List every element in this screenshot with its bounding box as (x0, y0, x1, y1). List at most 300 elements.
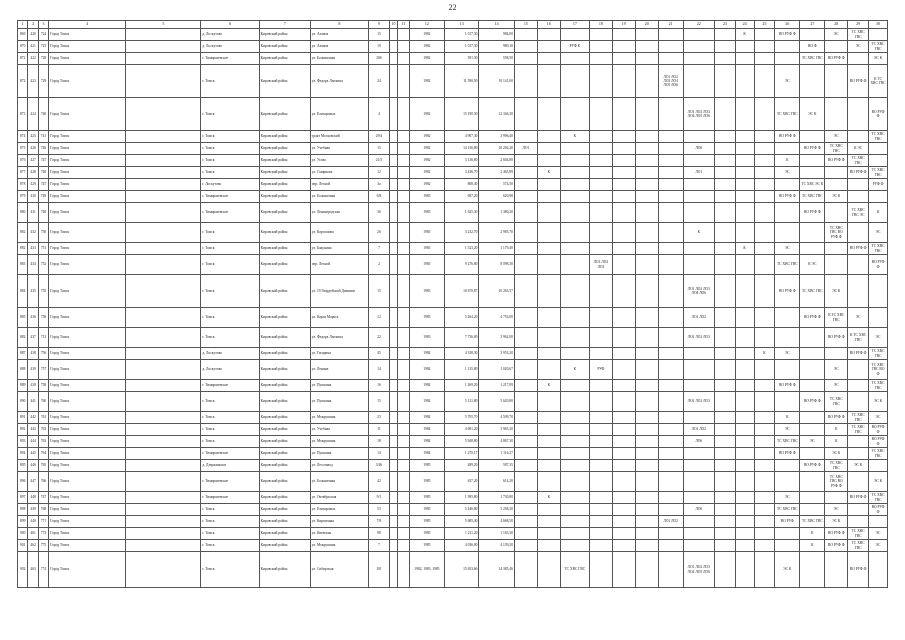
table-cell: 14 385,46 (479, 552, 514, 588)
table-cell (389, 203, 397, 223)
table-cell (754, 53, 775, 65)
table-cell: 435 (28, 275, 38, 308)
table-cell: г. Тимирязевское (201, 53, 259, 65)
table-cell (754, 191, 775, 203)
table-cell: 15 653,66 (445, 552, 479, 588)
table-cell (635, 41, 658, 53)
table-cell: К ЭС (848, 143, 869, 155)
table-row (18, 155, 888, 167)
column-number-16: 16 (537, 21, 560, 29)
table-cell: г. Томск (201, 308, 259, 328)
table-cell (560, 191, 589, 203)
table-cell: 747 (38, 179, 48, 191)
table-cell (612, 167, 635, 179)
table-cell (612, 540, 635, 552)
table-cell: 8 098,30 (479, 255, 514, 275)
table-cell: К (735, 243, 754, 255)
table-cell: 3 962,00 (479, 328, 514, 348)
table-cell (389, 53, 397, 65)
table-cell: пер. Лесной (310, 255, 368, 275)
table-cell (775, 472, 800, 492)
table-cell (800, 29, 825, 41)
table-cell (398, 460, 409, 472)
table-cell (589, 308, 612, 328)
table-cell (714, 412, 735, 424)
column-number-30: 30 (869, 21, 888, 29)
table-cell: ВО РУФ Ф (825, 53, 848, 65)
table-cell: 420 (28, 29, 38, 41)
table-cell: Город Томск (49, 328, 126, 348)
table-cell: ВО РУФ Ф (800, 203, 825, 223)
table-cell (683, 460, 714, 472)
table-cell: Кировский район (259, 143, 310, 155)
table-cell (658, 143, 683, 155)
table-cell (683, 528, 714, 540)
table-cell (658, 131, 683, 143)
table-row (18, 392, 888, 412)
table-cell: 882 (18, 243, 28, 255)
table-cell: 445 (28, 448, 38, 460)
table-cell: ЛО6 (683, 504, 714, 516)
table-cell (800, 448, 825, 460)
table-cell (869, 143, 888, 155)
table-cell (754, 472, 775, 492)
table-cell (126, 392, 201, 412)
table-cell (754, 255, 775, 275)
table-cell (735, 131, 754, 143)
table-cell: 426 (28, 143, 38, 155)
table-cell (589, 424, 612, 436)
table-cell: Кировский район (259, 436, 310, 448)
table-cell: ЭС (775, 348, 800, 360)
table-cell: Город Томск (49, 155, 126, 167)
table-cell (398, 424, 409, 436)
table-cell: 1982 (409, 29, 444, 41)
table-cell (389, 472, 397, 492)
table-cell (735, 448, 754, 460)
table-cell (537, 392, 560, 412)
table-cell (514, 131, 537, 143)
table-cell: ТС ХВС ЭС К (800, 179, 825, 191)
table-cell: 1984 (409, 424, 444, 436)
table-cell: г. Тимирязевское (201, 191, 259, 203)
table-cell (589, 472, 612, 492)
table-cell: ВО РУФ Ф (825, 540, 848, 552)
table-cell (389, 29, 397, 41)
table-cell (514, 436, 537, 448)
table-cell (869, 191, 888, 203)
table-cell (848, 98, 869, 131)
table-cell (658, 412, 683, 424)
table-cell: ЭС (775, 167, 800, 179)
table-cell: 898 (18, 504, 28, 516)
table-cell (754, 504, 775, 516)
table-cell (126, 448, 201, 460)
column-number-22: 22 (683, 21, 714, 29)
table-cell (560, 504, 589, 516)
table-cell (635, 275, 658, 308)
table-cell (735, 412, 754, 424)
table-cell (126, 328, 201, 348)
table-cell (735, 203, 754, 223)
table-cell (389, 348, 397, 360)
table-cell: 761 (38, 412, 48, 424)
table-cell: Город Томск (49, 98, 126, 131)
table-cell: Город Томск (49, 53, 126, 65)
table-cell: Кировский район (259, 167, 310, 179)
table-cell (514, 255, 537, 275)
table-cell: г. Тимирязевское (201, 492, 259, 504)
table-cell (658, 29, 683, 41)
table-cell: 1985 (409, 492, 444, 504)
table-cell: 11 590,50 (445, 65, 479, 98)
table-cell: 1 163,30 (479, 528, 514, 540)
table-cell: ВО РУФ Ф (869, 98, 888, 131)
table-cell: 750 (38, 223, 48, 243)
table-cell (389, 424, 397, 436)
table-cell: ул. Смирнова (310, 167, 368, 179)
table-cell (800, 360, 825, 380)
table-cell: 882 (18, 223, 28, 243)
table-cell (658, 203, 683, 223)
table-cell (683, 360, 714, 380)
table-cell (658, 155, 683, 167)
table-cell (589, 167, 612, 179)
table-cell: ТС ХВС ГВС ЭС (848, 203, 869, 223)
table-cell: Город Томск (49, 275, 126, 308)
table-cell (658, 540, 683, 552)
table-cell (398, 191, 409, 203)
table-cell (389, 540, 397, 552)
table-cell: 771 (38, 516, 48, 528)
table-cell: К (825, 436, 848, 448)
table-cell: ЭС (775, 243, 800, 255)
table-cell (560, 436, 589, 448)
table-cell (589, 504, 612, 516)
table-cell (589, 203, 612, 223)
table-cell: ВО РУФ Ф (775, 448, 800, 460)
table-cell: 11 (369, 424, 390, 436)
table-cell: Кировский район (259, 552, 310, 588)
table-cell (735, 360, 754, 380)
table-cell (735, 179, 754, 191)
table-cell: ЭС К (848, 460, 869, 472)
table-row (18, 412, 888, 424)
table-cell (560, 223, 589, 243)
table-cell: ТС ХВС ГВС (825, 460, 848, 472)
table-cell (126, 552, 201, 588)
table-row (18, 348, 888, 360)
table-cell: 1983 (409, 255, 444, 275)
table-cell: г. Томск (201, 412, 259, 424)
table-cell (754, 436, 775, 448)
table-cell: ЭС (825, 504, 848, 516)
table-cell: ул. Карла Маркса (310, 308, 368, 328)
table-cell: 489,20 (445, 460, 479, 472)
table-cell: 574,50 (479, 179, 514, 191)
table-cell: 740 (38, 167, 48, 179)
table-cell: Кировский район (259, 360, 310, 380)
table-cell: ЭС (869, 328, 888, 348)
table-cell: г. Томск (201, 155, 259, 167)
table-cell: ул. Киевская (310, 528, 368, 540)
table-cell (848, 275, 869, 308)
column-number-4: 4 (49, 21, 126, 29)
table-cell (612, 243, 635, 255)
table-cell (683, 348, 714, 360)
table-cell (537, 540, 560, 552)
table-cell: 12 (369, 167, 390, 179)
table-cell: Город Томск (49, 516, 126, 528)
table-cell: Город Томск (49, 167, 126, 179)
table-cell: 637,20 (445, 472, 479, 492)
table-cell: 880 (18, 203, 28, 223)
table-cell: 875 (18, 143, 28, 155)
table-cell: ул. Елизаровых (310, 504, 368, 516)
table-cell: 440 (28, 516, 38, 528)
table-cell: ВО РУФ Ф (775, 191, 800, 203)
table-cell: 888 (18, 360, 28, 380)
table-cell (848, 380, 869, 392)
table-cell: ул. Пушкина (310, 380, 368, 392)
table-cell (612, 328, 635, 348)
table-cell: ТС ХВС ГВС (869, 380, 888, 392)
table-cell: ул. Карташова (310, 223, 368, 243)
column-number-9: 9 (369, 21, 390, 29)
table-cell (775, 308, 800, 328)
table-cell (514, 29, 537, 41)
table-row (18, 552, 888, 588)
table-cell: Кировский район (259, 328, 310, 348)
table-cell (848, 53, 869, 65)
table-cell: Город Томск (49, 143, 126, 155)
column-number-20: 20 (635, 21, 658, 29)
table-cell: ул. Мокрушина (310, 436, 368, 448)
table-cell (714, 191, 735, 203)
table-cell (869, 155, 888, 167)
table-cell (735, 53, 754, 65)
table-cell: 19 (369, 41, 390, 53)
table-cell (398, 492, 409, 504)
table-cell (589, 552, 612, 588)
table-cell: ВО РУФ Ф (869, 255, 888, 275)
table-cell: 1985 (409, 472, 444, 492)
table-cell: ЭС (869, 412, 888, 424)
page-number: 22 (448, 3, 457, 12)
table-cell: г. Тимирязевское (201, 380, 259, 392)
table-cell (398, 29, 409, 41)
table-cell (612, 424, 635, 436)
table-cell (126, 472, 201, 492)
table-cell (126, 131, 201, 143)
table-cell (735, 348, 754, 360)
table-cell: 5 620,80 (479, 392, 514, 412)
table-cell (848, 448, 869, 460)
table-cell: К (800, 528, 825, 540)
table-cell: 724 (38, 29, 48, 41)
table-cell (389, 65, 397, 98)
table-cell (514, 167, 537, 179)
table-cell: 14 (369, 448, 390, 460)
table-cell: 12 346,30 (479, 98, 514, 131)
table-cell: Город Томск (49, 412, 126, 424)
table-cell: ЭС (848, 41, 869, 53)
table-cell (735, 223, 754, 243)
table-cell (514, 155, 537, 167)
table-cell: К (754, 348, 775, 360)
table-cell: 1985 (409, 528, 444, 540)
table-cell (537, 516, 560, 528)
table-cell (398, 436, 409, 448)
table-cell: 746 (38, 143, 48, 155)
column-number-1: 1 (18, 21, 28, 29)
table-cell: Кировский район (259, 460, 310, 472)
table-cell (658, 275, 683, 308)
table-cell: 984,00 (479, 29, 514, 41)
table-cell (537, 223, 560, 243)
table-cell: ЛО1 ЛО2 ЛО3 (683, 392, 714, 412)
table-cell: 444 (28, 436, 38, 448)
table-cell: ТС ХВС ГВС (848, 155, 869, 167)
table-cell: 768 (38, 504, 48, 516)
table-cell: 24 (369, 65, 390, 98)
table-row (18, 448, 888, 460)
table-cell: К (537, 380, 560, 392)
table-cell (825, 243, 848, 255)
table-cell: ЛО1 ЛО2 ЛО3 ЛО4 ЛО5 ЛО6 (683, 552, 714, 588)
table-cell (398, 328, 409, 348)
table-cell: 15 (369, 29, 390, 41)
table-cell: 431 (28, 203, 38, 223)
table-cell: К (560, 131, 589, 143)
table-cell: 429 (28, 179, 38, 191)
table-cell: 1983 (409, 275, 444, 308)
table-cell: 4 753,00 (479, 308, 514, 328)
table-cell (735, 275, 754, 308)
table-cell: 893 (18, 436, 28, 448)
table-cell (398, 540, 409, 552)
table-cell (735, 308, 754, 328)
table-cell (869, 275, 888, 308)
table-cell (126, 275, 201, 308)
table-cell: 755 (38, 275, 48, 308)
table-cell (658, 53, 683, 65)
table-cell: 587,35 (479, 460, 514, 472)
table-row (18, 472, 888, 492)
table-cell (800, 472, 825, 492)
table-cell (754, 380, 775, 392)
table-cell: 101 (369, 552, 390, 588)
table-cell: 773 (38, 528, 48, 540)
table-cell (398, 143, 409, 155)
table-cell: 3 965,20 (479, 424, 514, 436)
table-cell (560, 275, 589, 308)
table-cell (775, 360, 800, 380)
table-cell: ЛО1 ЛО2 ЛО3 ЛО4 ЛО6 (683, 275, 714, 308)
table-cell (537, 41, 560, 53)
table-cell: Город Томск (49, 460, 126, 472)
table-cell: 1983 (409, 191, 444, 203)
table-cell: 16 (369, 380, 390, 392)
table-cell: 1 270,17 (445, 448, 479, 460)
table-cell: 1982 (409, 53, 444, 65)
table-cell (589, 275, 612, 308)
table-cell (848, 504, 869, 516)
table-cell (514, 41, 537, 53)
table-cell: 1984 (409, 448, 444, 460)
table-row (18, 53, 888, 65)
table-cell: К ЭС (800, 255, 825, 275)
table-cell: ЭС К (869, 392, 888, 412)
table-cell (735, 328, 754, 348)
table-cell: 42 (369, 472, 390, 492)
table-cell (735, 552, 754, 588)
table-cell (389, 191, 397, 203)
table-cell (537, 424, 560, 436)
table-cell (658, 308, 683, 328)
table-cell (389, 98, 397, 131)
table-row (18, 167, 888, 179)
table-cell (635, 191, 658, 203)
table-cell (560, 380, 589, 392)
table-row (18, 143, 888, 155)
table-cell: ЭС (775, 424, 800, 436)
table-cell (848, 131, 869, 143)
table-cell (389, 492, 397, 504)
table-cell: Город Томск (49, 492, 126, 504)
table-cell (683, 412, 714, 424)
table-cell: 7 (369, 243, 390, 255)
table-cell: Кировский район (259, 504, 310, 516)
table-cell (126, 243, 201, 255)
table-cell: 4 867,30 (479, 436, 514, 448)
table-cell (126, 155, 201, 167)
table-cell (714, 392, 735, 412)
table-cell: д. Лоскутово (201, 29, 259, 41)
table-cell: 877 (18, 167, 28, 179)
table-cell (126, 167, 201, 179)
table-cell: 766 (38, 472, 48, 492)
table-cell: 1 135,80 (445, 360, 479, 380)
table-cell (389, 131, 397, 143)
table-cell (589, 29, 612, 41)
column-number-27: 27 (800, 21, 825, 29)
table-cell (635, 492, 658, 504)
table-cell (800, 328, 825, 348)
table-cell: 206 (369, 53, 390, 65)
table-cell: д. Лоскутово (201, 360, 259, 380)
table-cell (537, 143, 560, 155)
table-cell: 1983 (409, 308, 444, 328)
table-cell (658, 380, 683, 392)
table-cell (635, 460, 658, 472)
table-cell (775, 179, 800, 191)
table-row (18, 540, 888, 552)
table-cell (612, 65, 635, 98)
table-cell: ЭС К (869, 53, 888, 65)
table-cell: г. Томск (201, 275, 259, 308)
table-cell (735, 436, 754, 448)
table-cell: 463 (28, 552, 38, 588)
column-number-2: 2 (28, 21, 38, 29)
table-cell (825, 348, 848, 360)
table-cell (775, 53, 800, 65)
table-cell: 883 (18, 255, 28, 275)
table-cell: Город Томск (49, 448, 126, 460)
table-cell (754, 448, 775, 460)
table-cell (635, 412, 658, 424)
table-cell (514, 328, 537, 348)
